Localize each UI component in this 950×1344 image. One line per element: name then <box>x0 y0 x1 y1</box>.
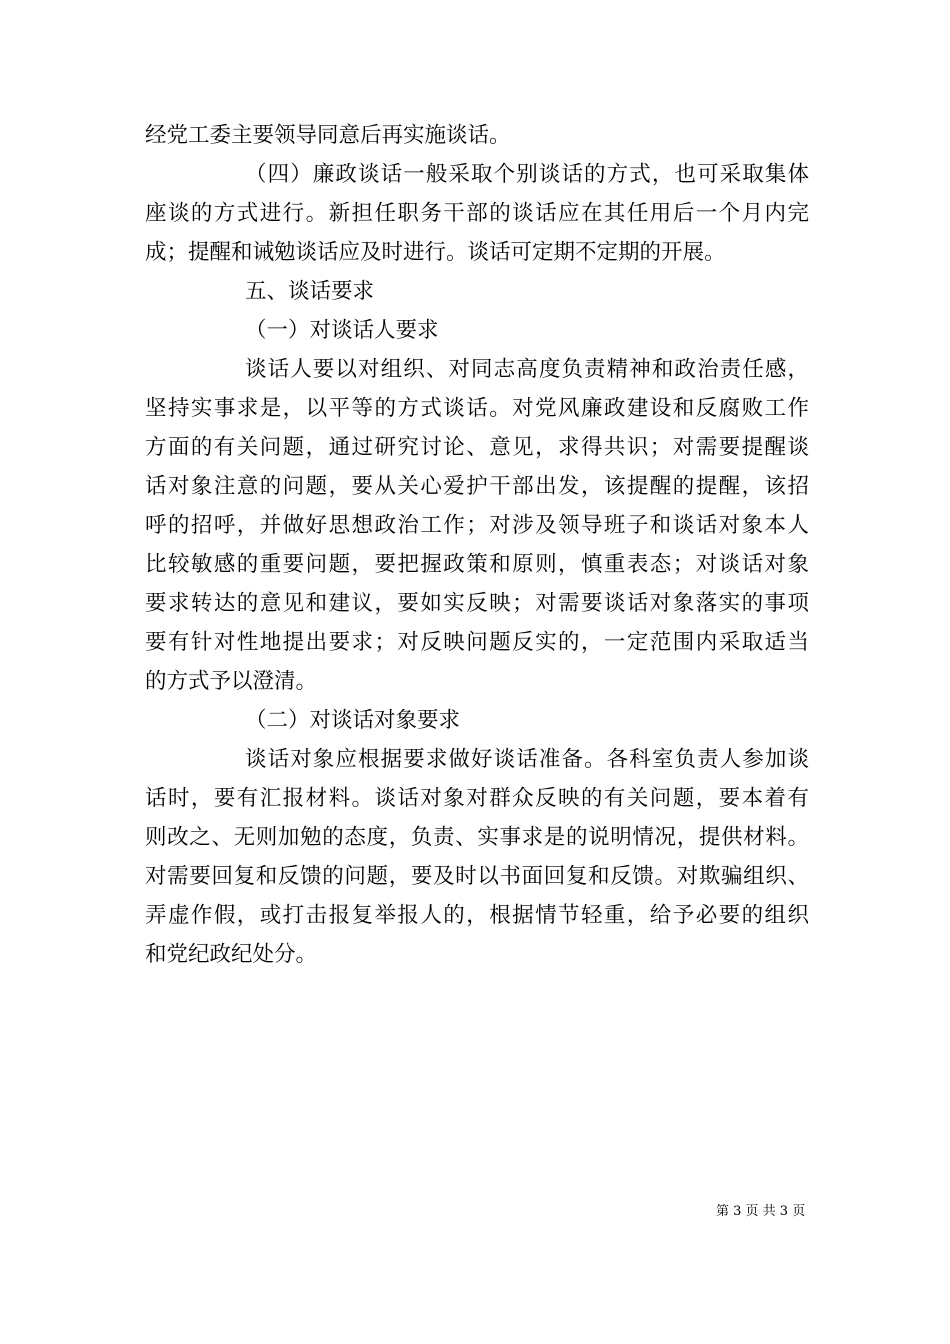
text-line: 要有针对性地提出要求；对反映问题反实的，一定范围内采取适当 <box>145 630 809 655</box>
text-line: 谈话对象应根据要求做好谈话准备。各科室负责人参加谈 <box>245 747 809 772</box>
text-line: 比较敏感的重要问题，要把握政策和原则，慎重表态；对谈话对象 <box>145 552 809 577</box>
text-line: 呼的招呼，并做好思想政治工作；对涉及领导班子和谈话对象本人 <box>145 513 809 538</box>
text-line: 方面的有关问题，通过研究讨论、意见，求得共识；对需要提醒谈 <box>145 435 809 460</box>
text-line: 弄虚作假，或打击报复举报人的，根据情节轻重，给予必要的组织 <box>145 903 809 928</box>
text-line: 的方式予以澄清。 <box>145 669 318 694</box>
text-line: 经党工委主要领导同意后再实施谈话。 <box>145 123 511 148</box>
text-line: 坚持实事求是，以平等的方式谈话。对党风廉政建设和反腐败工作 <box>145 396 809 421</box>
text-line: 谈话人要以对组织、对同志高度负责精神和政治责任感， <box>245 357 809 382</box>
text-line: 要求转达的意见和建议，要如实反映；对需要谈话对象落实的事项 <box>145 591 809 616</box>
text-line: 则改之、无则加勉的态度，负责、实事求是的说明情况，提供材料。 <box>145 825 809 850</box>
text-line: 座谈的方式进行。新担任职务干部的谈话应在其任用后一个月内完 <box>145 201 809 226</box>
text-line: 成；提醒和诫勉谈话应及时进行。谈话可定期不定期的开展。 <box>145 240 726 265</box>
document-body <box>145 116 809 974</box>
text-line: （一）对谈话人要求 <box>245 318 439 343</box>
text-line: （四）廉政谈话一般采取个别谈话的方式，也可采取集体 <box>245 162 809 187</box>
text-line: 五、谈话要求 <box>245 279 375 304</box>
text-line: （二）对谈话对象要求 <box>245 708 461 733</box>
text-line: 话时，要有汇报材料。谈话对象对群众反映的有关问题，要本着有 <box>145 786 809 811</box>
text-line: 话对象注意的问题，要从关心爱护干部出发，该提醒的提醒，该招 <box>145 474 809 499</box>
page-number-footer: 第 3 页 共 3 页 <box>716 1204 806 1219</box>
text-line: 和党纪政纪处分。 <box>145 942 318 967</box>
text-line: 对需要回复和反馈的问题，要及时以书面回复和反馈。对欺骗组织、 <box>145 864 809 889</box>
